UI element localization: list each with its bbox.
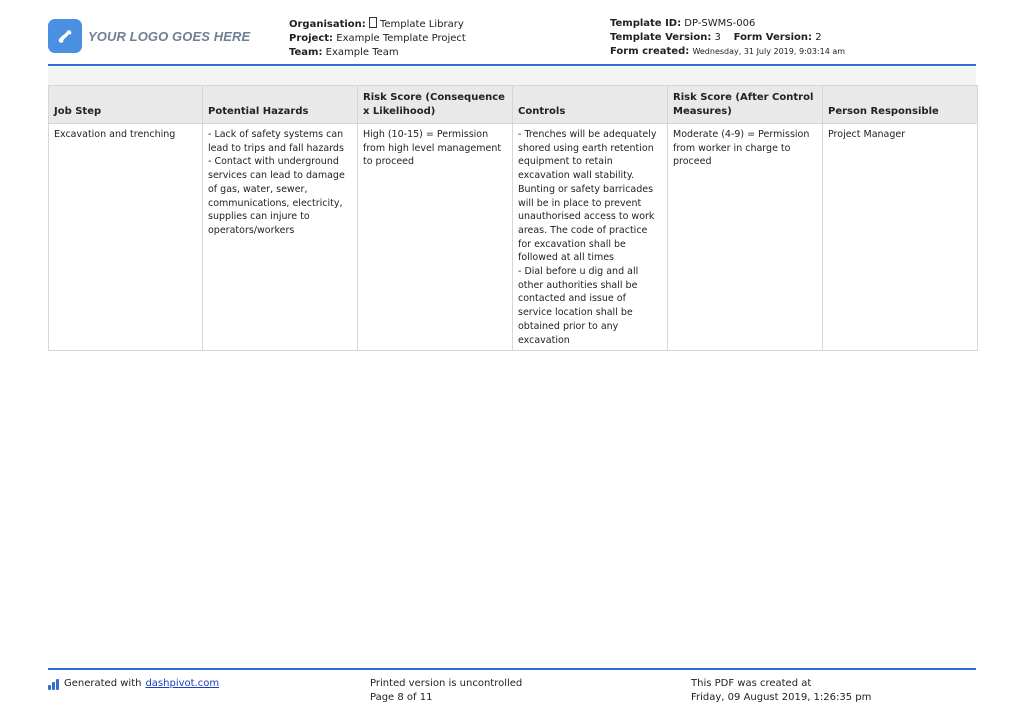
swms-table bbox=[48, 85, 978, 351]
template-version-value: 3 bbox=[714, 32, 721, 43]
uncontrolled-notice: Printed version is uncontrolled bbox=[370, 678, 523, 689]
table-header-row bbox=[49, 86, 978, 124]
hazards-line: of gas, water, sewer, bbox=[208, 183, 308, 195]
logo-text: YOUR LOGO GOES HERE bbox=[88, 28, 251, 44]
table-row bbox=[49, 124, 978, 351]
risk-score-line: from high level management bbox=[363, 142, 502, 154]
section-band bbox=[48, 67, 976, 85]
column-header-controls: Controls bbox=[513, 86, 668, 124]
footer-divider bbox=[48, 668, 976, 670]
cell-hazards bbox=[203, 124, 358, 351]
form-version-label: Form Version: bbox=[733, 32, 813, 43]
hazards-line: services can lead to damage bbox=[208, 170, 345, 182]
controls-line: equipment to retain bbox=[518, 156, 613, 168]
form-created-label: Form created: bbox=[610, 46, 690, 57]
project-meta bbox=[289, 17, 466, 60]
controls-line: Bunting or safety barricades bbox=[518, 183, 654, 195]
risk-score-line: to proceed bbox=[363, 156, 415, 168]
controls-line: other authorities shall be bbox=[518, 279, 638, 291]
organisation-value: Template Library bbox=[379, 19, 464, 30]
form-created-value: Wednesday, 31 July 2019, 9:03:14 am bbox=[692, 47, 846, 56]
hazards-line: communications, electricity, bbox=[208, 197, 343, 209]
template-id-value: DP-SWMS-006 bbox=[684, 18, 756, 29]
column-header-job-step: Job Step bbox=[49, 86, 203, 124]
document-header bbox=[48, 14, 976, 66]
generated-text: Generated with bbox=[64, 678, 142, 689]
company-logo bbox=[48, 19, 250, 53]
organisation-label: Organisation: bbox=[289, 19, 366, 30]
column-header-potential-hazards: Potential Hazards bbox=[203, 86, 358, 124]
controls-line: unauthorised access to work bbox=[518, 211, 655, 223]
risk-score-line: High (10-15) = Permission bbox=[363, 129, 489, 140]
column-header-person-responsible: Person Responsible bbox=[823, 86, 978, 124]
generated-with bbox=[48, 677, 219, 691]
pdf-created-value: Friday, 09 August 2019, 1:26:35 pm bbox=[691, 692, 872, 703]
pdf-created-label: This PDF was created at bbox=[691, 678, 812, 689]
project-value: Example Template Project bbox=[336, 33, 466, 44]
controls-line: excavation bbox=[518, 334, 570, 346]
hazards-line: lead to trips and fall hazards bbox=[208, 142, 344, 154]
hazards-line: - Lack of safety systems can bbox=[208, 129, 344, 140]
team-label: Team: bbox=[289, 47, 323, 58]
controls-line: for excavation shall be bbox=[518, 238, 626, 250]
controls-line: shored using earth retention bbox=[518, 142, 654, 154]
logo-icon bbox=[48, 19, 82, 53]
controls-line: - Trenches will be adequately bbox=[518, 129, 657, 140]
cell-job-step: Excavation and trenching bbox=[49, 124, 203, 351]
missing-glyph-icon bbox=[369, 17, 377, 28]
controls-line: service location shall be bbox=[518, 307, 633, 319]
dashpivot-link[interactable]: dashpivot.com bbox=[145, 678, 220, 689]
pdf-created-info bbox=[691, 677, 871, 705]
controls-line: areas. The code of practice bbox=[518, 224, 648, 236]
cell-risk-after bbox=[668, 124, 823, 351]
controls-line: obtained prior to any bbox=[518, 320, 619, 332]
risk-after-line: Moderate (4-9) = Permission bbox=[673, 129, 810, 140]
column-header-risk-score: Risk Score (Consequence x Likelihood) bbox=[358, 86, 513, 124]
page-number: Page 8 of 11 bbox=[370, 692, 433, 703]
column-header-risk-after: Risk Score (After Control Measures) bbox=[668, 86, 823, 124]
header-divider bbox=[48, 64, 976, 66]
print-info bbox=[370, 677, 522, 705]
controls-line: - Dial before u dig and all bbox=[518, 266, 639, 278]
controls-line: followed at all times bbox=[518, 252, 615, 264]
controls-line: will be in place to prevent bbox=[518, 197, 642, 209]
project-label: Project: bbox=[289, 33, 334, 44]
template-meta bbox=[610, 17, 845, 59]
template-id-label: Template ID: bbox=[610, 18, 682, 29]
hazards-line: supplies can injure to bbox=[208, 211, 310, 223]
cell-person-responsible: Project Manager bbox=[823, 124, 978, 351]
risk-after-line: from worker in charge to bbox=[673, 142, 791, 154]
hazards-line: - Contact with underground bbox=[208, 156, 339, 168]
template-version-label: Template Version: bbox=[610, 32, 712, 43]
controls-line: contacted and issue of bbox=[518, 293, 626, 305]
form-version-value: 2 bbox=[815, 32, 822, 43]
risk-after-line: proceed bbox=[673, 156, 712, 168]
cell-risk-score bbox=[358, 124, 513, 351]
cell-controls bbox=[513, 124, 668, 351]
dashpivot-bars-icon bbox=[48, 678, 60, 690]
controls-line: excavation wall stability. bbox=[518, 170, 635, 182]
team-value: Example Team bbox=[325, 47, 399, 58]
hazards-line: operators/workers bbox=[208, 224, 295, 236]
